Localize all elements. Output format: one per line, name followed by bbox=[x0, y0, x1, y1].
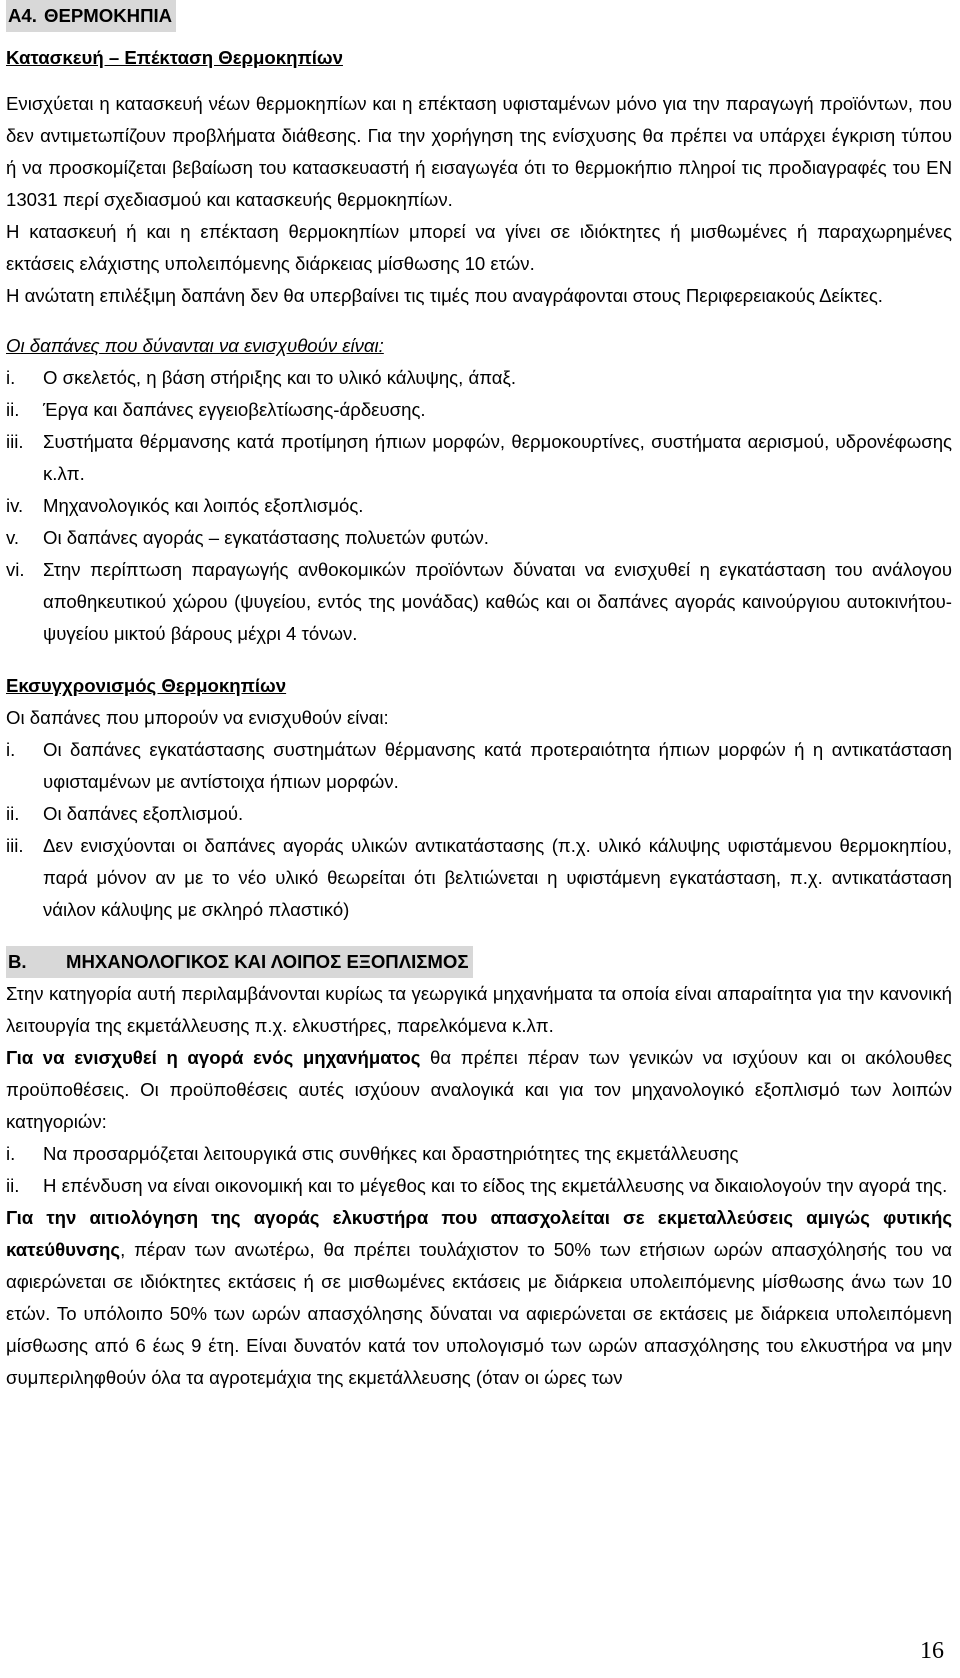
eligible-costs-list bbox=[6, 362, 952, 650]
section-a4-heading bbox=[6, 0, 176, 32]
section-b-heading bbox=[6, 946, 473, 978]
section-a4-number: Α4. bbox=[8, 5, 37, 26]
list-item bbox=[6, 1138, 952, 1170]
list-item-marker: iv. bbox=[6, 495, 24, 516]
paragraph-equipment-2 bbox=[6, 1042, 952, 1138]
list-item-text: Δεν ενισχύονται οι δαπάνες αγοράς υλικών αντικατάστασης (π.χ. υλικό κάλυψης υφιστάμενου θερμοκηπίου, παρά μόνον αν με το νέο υλικό θεωρείται ότι βελτιώνεται η υφιστάμενη εγκατάσταση, π.χ. αντικατάσταση νάιλον κάλυψης με σκληρό πλαστικό) bbox=[43, 835, 952, 920]
list-item-text: Οι δαπάνες εξοπλισμού. bbox=[43, 803, 244, 824]
spacer bbox=[6, 74, 952, 88]
list-item-marker: i. bbox=[6, 367, 16, 388]
list-item-text: Οι δαπάνες εγκατάστασης συστημάτων θέρμανσης κατά προτεραιότητα ήπιων μορφών ή η αντικατάσταση υφισταμένων με αντίστοιχα ήπιων μορφών. bbox=[43, 739, 952, 792]
list-item bbox=[6, 798, 952, 830]
eligible-costs-title: Οι δαπάνες που δύνανται να ενισχυθούν είναι: bbox=[6, 335, 384, 356]
list-item-marker: v. bbox=[6, 527, 20, 548]
list-item-marker: i. bbox=[6, 739, 16, 760]
paragraph-equipment-2-rest: θα πρέπει πέραν των γενικών να ισχύουν και οι ακόλουθες προϋποθέσεις. Οι προϋποθέσεις αυτές ισχύουν αναλογικά και για τον μηχανολογικό εξοπλισμό των λοιπών κατηγοριών: bbox=[6, 1047, 952, 1132]
list-item-marker: i. bbox=[6, 1143, 16, 1164]
paragraph-construction-2: Η κατασκευή ή και η επέκταση θερμοκηπίων μπορεί να γίνει σε ιδιόκτητες ή μισθωμένες ή παραχωρημένες εκτάσεις ελάχιστης υπολειπόμενης διάρκειας μίσθωσης 10 ετών. bbox=[6, 221, 952, 274]
subsection-modernization-heading: Εκσυγχρονισμός Θερμοκηπίων bbox=[6, 675, 287, 696]
list-item bbox=[6, 522, 952, 554]
list-item-text: Έργα και δαπάνες εγγειοβελτίωσης-άρδευσης. bbox=[43, 399, 426, 420]
subsection-construction-heading: Κατασκευή – Επέκταση Θερμοκηπίων bbox=[6, 47, 343, 68]
paragraph-tractor-rest: , πέραν των ανωτέρω, θα πρέπει τουλάχιστον το 50% των ετήσιων ωρών απασχόλησής του να αφιερώνεται σε ιδιόκτητες εκτάσεις ή σε μισθωμένες εκτάσεις με διάρκεια υπολειπόμενης μίσθωσης άνω των 10 ετών. Το υπόλοιπο 50% των ωρών απασχόλησης δύναται να αφιερώνεται σε εκτάσεις με διάρκεια υπολειπόμενη μίσθωσης από 6 έως 9 έτη. Είναι δυνατόν κατά τον υπολογισμό των ωρών απασχόλησης του ελκυστήρα να μην συμπεριληφθούν όλα τα αγροτεμάχια της εκμετάλλευσης (όταν οι ώρες των bbox=[6, 1239, 952, 1388]
list-item bbox=[6, 362, 952, 394]
list-item-text: Να προσαρμόζεται λειτουργικά στις συνθήκες και δραστηριότητες της εκμετάλλευσης bbox=[43, 1143, 739, 1164]
modernization-intro: Οι δαπάνες που μπορούν να ενισχυθούν είναι: bbox=[6, 707, 389, 728]
list-item bbox=[6, 426, 952, 490]
list-item bbox=[6, 1170, 952, 1202]
equipment-conditions-list bbox=[6, 1138, 952, 1202]
list-item-text: Ο σκελετός, η βάση στήριξης και το υλικό κάλυψης, άπαξ. bbox=[43, 367, 517, 388]
list-item-marker: iii. bbox=[6, 835, 24, 856]
list-item-text: Οι δαπάνες αγοράς – εγκατάστασης πολυετών φυτών. bbox=[43, 527, 489, 548]
list-item bbox=[6, 830, 952, 926]
list-item-marker: vi. bbox=[6, 559, 25, 580]
list-item bbox=[6, 490, 952, 522]
spacer bbox=[6, 650, 952, 670]
list-item-text: Συστήματα θέρμανσης κατά προτίμηση ήπιων μορφών, θερμοκουρτίνες, συστήματα αερισμού, υδρονέφωσης κ.λπ. bbox=[43, 431, 952, 484]
paragraph-tractor-bold: Για την αιτιολόγηση της αγοράς ελκυστήρα που απασχολείται σε εκμεταλλεύσεις αμιγώς φυτικής κατεύθυνσης bbox=[6, 1207, 952, 1260]
list-item-marker: ii. bbox=[6, 399, 20, 420]
paragraph-equipment-2-bold: Για να ενισχυθεί η αγορά ενός μηχανήματος bbox=[6, 1047, 421, 1068]
section-a4-title: ΘΕΡΜΟΚΗΠΙΑ bbox=[44, 5, 173, 26]
list-item bbox=[6, 394, 952, 426]
list-item-text: Μηχανολογικός και λοιπός εξοπλισμός. bbox=[43, 495, 364, 516]
spacer bbox=[6, 926, 952, 946]
section-b-number: Β. bbox=[8, 951, 27, 972]
paragraph-tractor bbox=[6, 1202, 952, 1394]
list-item bbox=[6, 554, 952, 650]
modernization-costs-list bbox=[6, 734, 952, 926]
paragraph-construction-3: Η ανώτατη επιλέξιμη δαπάνη δεν θα υπερβαίνει τις τιμές που αναγράφονται στους Περιφερειακούς Δείκτες. bbox=[6, 285, 883, 306]
paragraph-construction-1: Ενισχύεται η κατασκευή νέων θερμοκηπίων και η επέκταση υφισταμένων μόνο για την παραγωγή προϊόντων, που δεν αντιμετωπίζουν προβλήματα διάθεσης. Για την χορήγηση της ενίσχυσης θα πρέπει να υπάρχει έγκριση τύπου ή να προσκομίζεται βεβαίωση του κατασκευαστή ή εισαγωγέα ότι το θερμοκήπιο πληροί τις προδιαγραφές του EN 13031 περί σχεδιασμού και κατασκευής θερμοκηπίων. bbox=[6, 93, 952, 210]
section-b-title: ΜΗΧΑΝΟΛΟΓΙΚΟΣ ΚΑΙ ΛΟΙΠΟΣ ΕΞΟΠΛΙΣΜΟΣ bbox=[66, 951, 469, 972]
paragraph-equipment-1: Στην κατηγορία αυτή περιλαμβάνονται κυρίως τα γεωργικά μηχανήματα τα οποία είναι απαραίτητα για την κανονική λειτουργία της εκμετάλλευσης π.χ. ελκυστήρες, παρελκόμενα κ.λπ. bbox=[6, 983, 952, 1036]
list-item-text: Στην περίπτωση παραγωγής ανθοκομικών προϊόντων δύναται να ενισχυθεί η εγκατάσταση του ανάλογου αποθηκευτικού χώρου (ψυγείου, εντός της μονάδας) καθώς και οι δαπάνες αγοράς καινούργιου αυτοκινήτου-ψυγείου μικτού βάρους μέχρι 4 τόνων. bbox=[43, 559, 952, 644]
list-item-marker: ii. bbox=[6, 1175, 20, 1196]
list-item bbox=[6, 734, 952, 798]
page-number: 16 bbox=[920, 1638, 944, 1664]
list-item-marker: iii. bbox=[6, 431, 24, 452]
list-item-marker: ii. bbox=[6, 803, 20, 824]
document-page bbox=[6, 0, 952, 1394]
list-item-text: Η επένδυση να είναι οικονομική και το μέγεθος και το είδος της εκμετάλλευσης να δικαιολογούν την αγορά της. bbox=[43, 1175, 948, 1196]
